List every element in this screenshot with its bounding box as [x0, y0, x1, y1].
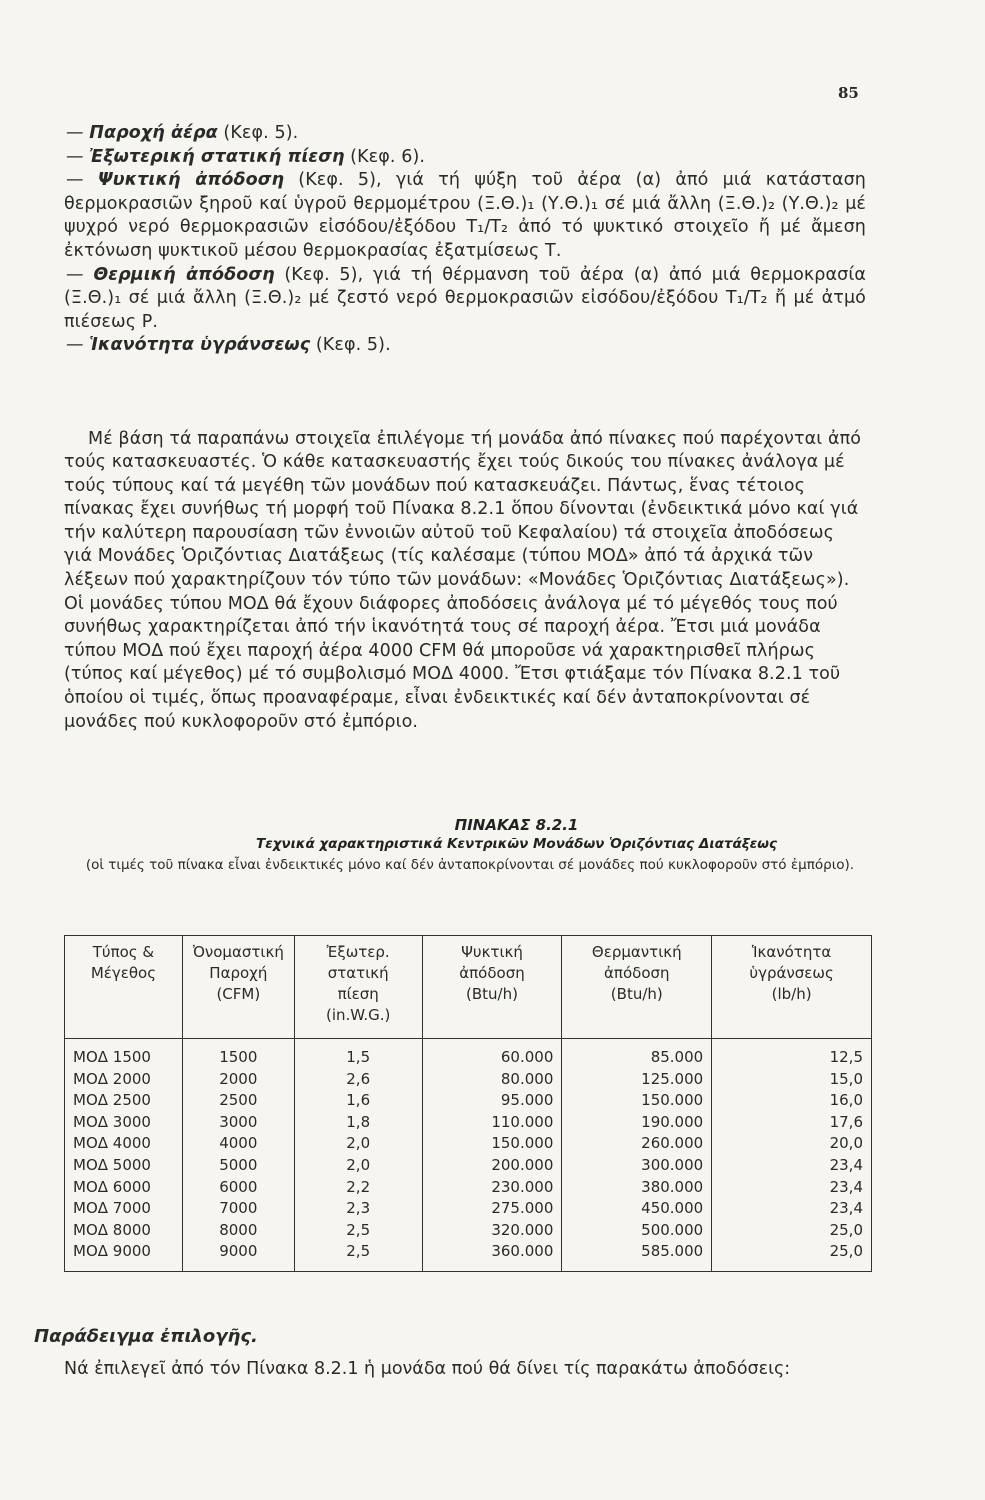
header-line: Τύπος &: [92, 943, 155, 961]
definition-term: Θερμική ἀπόδοση: [93, 264, 275, 285]
definition-item: [64, 146, 866, 170]
table-cell: 320.000: [422, 1220, 562, 1242]
table-cell: 260.000: [562, 1133, 712, 1155]
table-cell: 2,3: [294, 1198, 422, 1220]
table-header-cell: [562, 936, 712, 1039]
table-cell: 2000: [182, 1069, 294, 1091]
table-cell: 2500: [182, 1090, 294, 1112]
table-title: ΠΙΝΑΚΑΣ 8.2.1: [454, 816, 579, 834]
header-line: ἀπόδοση: [459, 964, 525, 982]
table-cell: 585.000: [562, 1241, 712, 1271]
header-line: (in.W.G.): [325, 1006, 391, 1024]
table-cell: 4000: [182, 1133, 294, 1155]
header-line: ἀπόδοση: [604, 964, 670, 982]
table-cell: 15,0: [712, 1069, 872, 1091]
table-note: (οἱ τιμές τοῦ πίνακα εἶναι ἐνδεικτικές μόνο καί δέν ἀνταποκρίνονται σέ μονάδες πού κυκλοφοροῦν στό ἐμπόριο).: [85, 857, 855, 873]
table-cell: 85.000: [562, 1039, 712, 1069]
definition-term: Ἱκανότητα ὑγράνσεως: [89, 335, 311, 356]
table-cell: 7000: [182, 1198, 294, 1220]
definition-item: [64, 264, 866, 335]
table-header-cell: [422, 936, 562, 1039]
table-cell: 12,5: [712, 1039, 872, 1069]
table-cell: ΜΟΔ 8000: [65, 1220, 183, 1242]
header-line: (Btu/h): [610, 985, 663, 1003]
table-cell: 380.000: [562, 1177, 712, 1199]
table-cell: 200.000: [422, 1155, 562, 1177]
table-subtitle: Τεχνικά χαρακτηριστικά Κεντρικῶν Μονάδων Ὁριζόντιας Διατάξεως: [255, 836, 777, 852]
table-row: [65, 1133, 872, 1155]
table-cell: ΜΟΔ 2000: [65, 1069, 183, 1091]
table-cell: 360.000: [422, 1241, 562, 1271]
table-row: [65, 1090, 872, 1112]
table-cell: 8000: [182, 1220, 294, 1242]
table-cell: 190.000: [562, 1112, 712, 1134]
table-cell: 23,4: [712, 1198, 872, 1220]
definition-term: Παροχή ἀέρα: [89, 123, 218, 143]
table-cell: 3000: [182, 1112, 294, 1134]
table-row: [65, 1112, 872, 1134]
header-line: Θερμαντική: [591, 943, 682, 961]
table-cell: 275.000: [422, 1198, 562, 1220]
dash: —: [66, 335, 84, 356]
table-cell: 150.000: [422, 1133, 562, 1155]
table-cell: 95.000: [422, 1090, 562, 1112]
table-cell: 230.000: [422, 1177, 562, 1199]
definition-item: [64, 334, 866, 358]
table-cell: 500.000: [562, 1220, 712, 1242]
header-line: Ψυκτική: [461, 943, 523, 961]
definition-text: (Κεφ. 5).: [310, 335, 391, 356]
definition-item: [64, 169, 866, 263]
table-body: [65, 1039, 872, 1272]
table-cell: 6000: [182, 1177, 294, 1199]
table-header-cell: [294, 936, 422, 1039]
header-line: ὑγράνσεως: [749, 964, 834, 982]
definitions-list: [64, 122, 866, 358]
table-cell: 1500: [182, 1039, 294, 1069]
table-cell: 2,0: [294, 1155, 422, 1177]
table-cell: 2,2: [294, 1177, 422, 1199]
table-cell: 9000: [182, 1241, 294, 1271]
definition-text: (Κεφ. 5).: [217, 123, 299, 143]
table-row: [65, 1155, 872, 1177]
table-cell: ΜΟΔ 6000: [65, 1177, 183, 1199]
page-number: 85: [838, 84, 859, 102]
header-line: Μέγεθος: [90, 964, 157, 982]
table-cell: 1,6: [294, 1090, 422, 1112]
header-line: (CFM): [216, 985, 261, 1003]
table-header-cell: [65, 936, 183, 1039]
definition-item: [64, 122, 866, 146]
example-title: Παράδειγμα ἐπιλογῆς.: [34, 1326, 258, 1347]
table-cell: ΜΟΔ 5000: [65, 1155, 183, 1177]
table-cell: ΜΟΔ 7000: [65, 1198, 183, 1220]
table-row: [65, 1039, 872, 1069]
table-cell: 17,6: [712, 1112, 872, 1134]
table-cell: 125.000: [562, 1069, 712, 1091]
header-line: Ἱκανότητα: [751, 943, 832, 961]
table-cell: ΜΟΔ 3000: [65, 1112, 183, 1134]
table-row: [65, 1220, 872, 1242]
example-text: Νά ἐπιλεγεῖ ἀπό τόν Πίνακα 8.2.1 ἡ μονάδα πού θά δίνει τίς παρακάτω ἀποδόσεις:: [64, 1359, 791, 1379]
table-cell: 1,8: [294, 1112, 422, 1134]
table-cell: 2,5: [294, 1241, 422, 1271]
table-cell: 25,0: [712, 1220, 872, 1242]
header-line: Παροχή: [209, 964, 268, 982]
table-header-cell: [182, 936, 294, 1039]
definition-term: Ἐξωτερική στατική πίεση: [89, 146, 345, 167]
definition-text: (Κεφ. 6).: [344, 146, 426, 167]
header-line: (lb/h): [771, 985, 812, 1003]
table-cell: 23,4: [712, 1177, 872, 1199]
table-cell: 2,0: [294, 1133, 422, 1155]
table-cell: 20,0: [712, 1133, 872, 1155]
table-cell: 23,4: [712, 1155, 872, 1177]
table-row: [65, 1069, 872, 1091]
table-cell: 2,5: [294, 1220, 422, 1242]
table-cell: ΜΟΔ 2500: [65, 1090, 183, 1112]
header-line: στατική: [327, 964, 389, 982]
header-line: Ἐξωτερ.: [326, 943, 390, 961]
spec-table: [64, 935, 872, 1272]
dash: —: [66, 264, 84, 285]
table-cell: ΜΟΔ 9000: [65, 1241, 183, 1271]
definition-term: Ψυκτική ἀπόδοση: [97, 170, 285, 191]
table-cell: ΜΟΔ 4000: [65, 1133, 183, 1155]
table-cell: ΜΟΔ 1500: [65, 1039, 183, 1069]
table-header-cell: [712, 936, 872, 1039]
table-cell: 5000: [182, 1155, 294, 1177]
header-line: (Btu/h): [466, 985, 518, 1003]
table-cell: 60.000: [422, 1039, 562, 1069]
table-cell: 2,6: [294, 1069, 422, 1091]
table-cell: 25,0: [712, 1241, 872, 1271]
table-cell: 300.000: [562, 1155, 712, 1177]
dash: —: [66, 170, 84, 191]
table-cell: 110.000: [422, 1112, 562, 1134]
body-paragraph: Μέ βάση τά παραπάνω στοιχεῖα ἐπιλέγομε τή μονάδα ἀπό πίνακες πού παρέχονται ἀπό τούς κατασκευαστές. Ὁ κάθε κατασκευαστής ἔχει τούς δικούς του πίνακες ἀνάλογα μέ τούς τύπους καί τά μεγέθη τῶν μονάδων πού κατασκευάζει. Πάντως, ἕνας τέτοιος πίνακας ἔχει συνήθως τή μορφή τοῦ Πίνακα 8.2.1 ὅπου δίνονται (ἐνδεικτικά μόνο καί γιά τήν καλύτερη παρουσίαση τῶν ἐννοιῶν αὐτοῦ τοῦ Κεφαλαίου) τά στοιχεῖα ἀποδόσεως γιά Μονάδες Ὁριζόντιας Διατάξεως (τίς καλέσαμε (τύπου ΜΟΔ» ἀπό τά ἀρχικά τῶν λέξεων πού χαρακτηρίζουν τόν τύπο τῶν μονάδων: «Μονάδες Ὁριζόντιας Διατάξεως»). Οἱ μονάδες τύπου ΜΟΔ θά ἔχουν διάφορες ἀποδόσεις ἀνάλογα μέ τό μέγεθός τους πού συνήθως χαρακτηρίζεται ἀπό τήν ἱκανότητά τους σέ παροχή ἀέρα. Ἔτσι μιά μονάδα τύπου ΜΟΔ πού ἔχει παροχή ἀέρα 4000 CFM θά μποροῦσε νά χαρακτηρισθεῖ πλήρως (τύπος καί μέγεθος) μέ τό συμβολισμό ΜΟΔ 4000. Ἔτσι φτιάξαμε τόν Πίνακα 8.2.1 τοῦ ὁποίου οἱ τιμές, ὅπως προαναφέραμε, εἶναι ἐνδεικτικές καί δέν ἀνταποκρίνονται σέ μονάδες πού κυκλοφοροῦν στό ἐμπόριο.: [64, 428, 862, 732]
table-row: [65, 1198, 872, 1220]
table-row: [65, 1241, 872, 1271]
table-cell: 16,0: [712, 1090, 872, 1112]
header-line: Ὀνομαστική: [192, 943, 284, 961]
table-cell: 1,5: [294, 1039, 422, 1069]
dash: —: [66, 146, 84, 167]
definition-text: (Κεφ. 5), γιά τή ψύξη τοῦ ἀέρα (α) ἀπό μιά κατάσταση θερμοκρασιῶν ξηροῦ καί ὑγροῦ θερμομέτρου (Ξ.Θ.)₁ (Υ.Θ.)₁ σέ μιά ἄλλη (Ξ.Θ.)₂ (Υ.Θ.)₂ μέ ψυχρό νερό θερμοκρασιῶν εἰσόδου/ἐξόδου Τ₁/Τ₂ ἀπό τό ψυκτικό στοιχεῖο ἤ μέ ἄμεση ἐκτόνωση ψυκτικοῦ μέσου θερμοκρασίας ἐξατμίσεως Τ.: [64, 170, 866, 261]
header-line: πίεση: [337, 985, 379, 1003]
table-header-row: [65, 936, 872, 1039]
definition-text: (Κεφ. 5), γιά τή θέρμανση τοῦ ἀέρα (α) ἀπό μιά θερμοκρασία (Ξ.Θ.)₁ σέ μιά ἄλλη (Ξ.Θ.)₂ μέ ζεστό νερό θερμοκρασιῶν εἰσόδου/ἐξόδου Τ₁/Τ₂ ἤ μέ ἀτμό πιέσεως Ρ.: [64, 264, 866, 332]
dash: —: [66, 123, 84, 143]
table-cell: 80.000: [422, 1069, 562, 1091]
table-cell: 150.000: [562, 1090, 712, 1112]
table-cell: 450.000: [562, 1198, 712, 1220]
table-row: [65, 1177, 872, 1199]
